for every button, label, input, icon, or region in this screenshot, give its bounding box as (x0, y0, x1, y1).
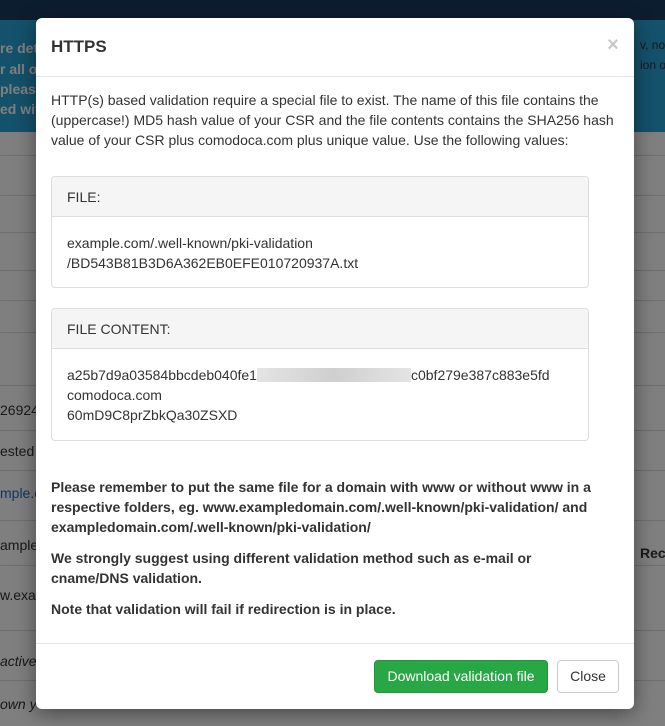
file-name-line: /BD543B81B3D6A362EB0EFE010720937A.txt (67, 255, 359, 271)
hash-end: c0bf279e387c883e5fd (410, 367, 550, 383)
modal-footer (36, 643, 634, 709)
modal-title: HTTPS (51, 37, 107, 56)
intro-text: HTTP(s) based validation require a special file to exist. The name of this file contains the (uppercase!) MD5 hash value of your CSR and the file contents contains the SHA256 hash value of your CSR plus comodoca.com plus unique value. Use the following values: (51, 92, 614, 148)
download-validation-file-button[interactable]: Download validation file (374, 660, 548, 693)
file-content-panel-body (52, 349, 588, 441)
note-redirection: Note that validation will fail if redirection is in place. (51, 601, 396, 617)
file-content-panel (51, 308, 589, 441)
file-content-panel-heading: FILE CONTENT: (52, 309, 588, 349)
hash-start: a25b7d9a03584bbcdeb040fe1 (67, 367, 257, 383)
file-panel (51, 176, 589, 288)
file-panel-heading: FILE: (52, 177, 588, 217)
note-www-folders: Please remember to put the same file for a domain with www or without www in a respective folders, eg. www.exampledomain.com/.well-known/pki-validation/ and exampledomain.com/.well-known/pki-validation/ (51, 479, 591, 535)
file-panel-body (52, 217, 588, 289)
modal-body (51, 90, 619, 150)
modal-header (36, 18, 634, 77)
https-validation-modal (36, 18, 634, 709)
note-suggest-method: We strongly suggest using different validation method such as e-mail or cname/DNS validation. (51, 550, 532, 586)
content-domain-line: comodoca.com (67, 387, 162, 403)
content-unique-value-line: 60mD9C8prZbkQa30ZSXD (67, 407, 238, 423)
close-button[interactable]: Close (557, 660, 619, 693)
redacted-block (257, 368, 411, 382)
close-icon[interactable]: × (607, 34, 619, 56)
file-path-line: example.com/.well-known/pki-validation (67, 235, 313, 251)
hash-line (67, 365, 573, 385)
